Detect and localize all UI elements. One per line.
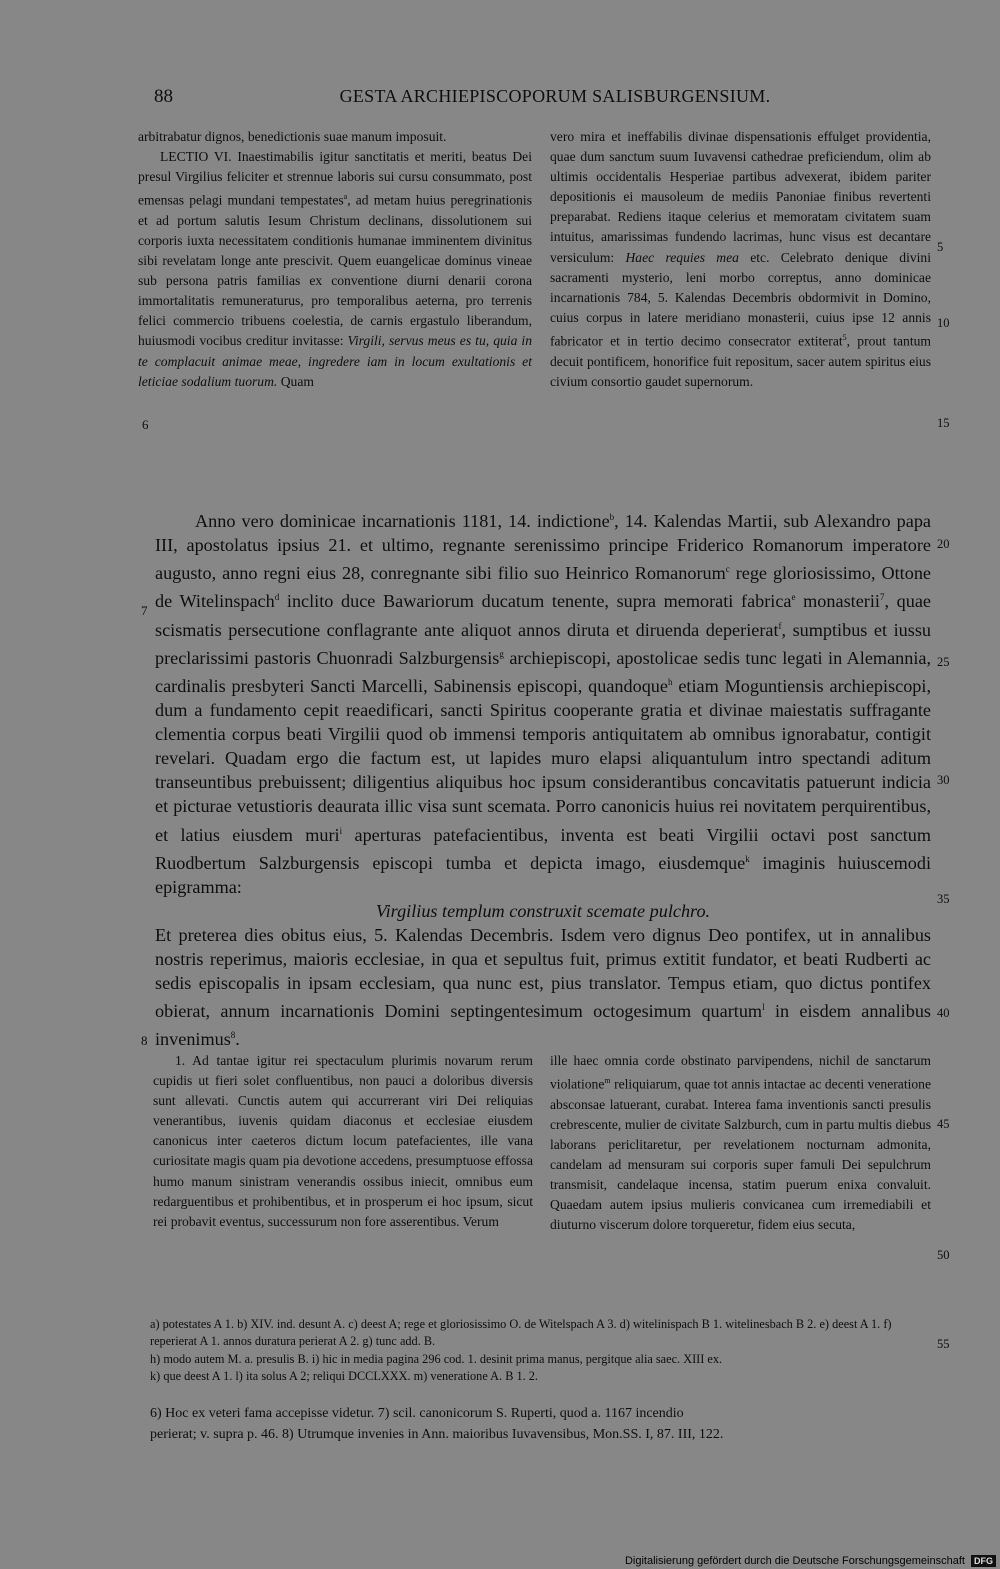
- lectio-heading: LECTIO VI.: [160, 149, 232, 165]
- text-run: reliquiarum, quae tot annis intactae ac decenti veneratione absconsae latuerant, curabat. Interea fama inventionis sancti presulis crebrescente, mulier de civitate Salzburch, cum in partu multis diebus laborans periclitaretur, per revelationem nocturnam admonita, candelam ad mensuram sui corporis super famuli Dei sepulchrum transmisit, candelaque incensa, statim puerum enixa convaluit. Quaedam autem ipsius mulieris convicanea cum irremediabili et diuturno viscerum dolore torqueretur, fidem eius secuta,: [550, 1076, 931, 1233]
- margin-note-number: 8: [141, 1033, 148, 1048]
- footnotes: [150, 1316, 932, 1386]
- line-number: 15: [937, 416, 950, 430]
- line-number: 50: [937, 1248, 950, 1262]
- funding-credit: [625, 1555, 996, 1567]
- text-run: arbitrabatur dignos, benedictionis suae manum imposuit.: [138, 129, 447, 144]
- footnote-line: a) potestates A 1. b) XIV. ind. desunt A. c) deest A; rege et gloriosissimo O. de Witelspach A 3. d) witelinispach B 1. witelinesbach B 2. e) deest A 1. f) reperierat A 1. annos duratura perierat A 2. g) tunc add. B.: [150, 1317, 892, 1349]
- footnote-ref: l: [762, 1002, 765, 1013]
- page-header: [150, 86, 940, 112]
- text-run: etiam Moguntiensis archiepiscopi, dum a fundamento cepit reaedificari, sancti Spiritus cooperante gratia et divinae maiestatis suffragante clementia corpus beati Virgilii quod ob immensi temporis antiquitatem ab omnibus ignorabatur, contigit revelari. Quadam ergo die factum est, ut lapides muro elapsi aliquantulum intro spectandi aditum transeuntibus prebuissent; diligentius aliquibus hoc ipsum considerantibus concavitatis patuerunt indicia et picturae vetustioris deaurata illic visa sunt scemata. Porro canonicis huius rei novitatem perquirentibus, et latius eiusdem muri: [155, 675, 932, 845]
- text-run: , sumptibus et iussu preclarissimi pastoris Chuonradi Salzburgensis: [155, 619, 931, 668]
- upper-right-column: [550, 127, 931, 392]
- text-run: imaginis huiuscemodi epigramma:: [155, 852, 931, 897]
- italic-quote: Virgili, servus meus es tu, quia in te complacuit animae meae, ingredere iam in locum exultationis et leticiae sodalium tuorum.: [138, 333, 532, 389]
- text-run: , prout tantum decuit pontificem, honorifice fuit repositum, sacer autem spiritus eius civium consortio gaudet supernorum.: [550, 333, 931, 389]
- line-number: 25: [937, 655, 950, 669]
- paragraph: [138, 127, 532, 147]
- paragraph: 1. Ad tantae igitur rei spectaculum plurimis novarum rerum cupidis ut fieri solet confluentibus, non pauci a doloribus diversis sunt allevati. Cunctis autem qui accurrerant viri Dei reliquias venerantibus, iuvenis quidam diaconus et ecclesiae eiusdem canonicus inter caeteros dictum locum patefacientes, ille vana curiositate magis quam pia devotione accedens, presumptuose effossa humo manum sinistram venerandis ossibus iniecit, omnibus eum redarguentibus et prohibentibus, et in prosperum ei hoc ipsum, sicut rei probavit eventus, successurum non fore asserentibus. Verum: [153, 1053, 533, 1229]
- lower-right-column: [550, 1051, 931, 1235]
- footnote-ref: i: [339, 825, 343, 836]
- paragraph: [550, 1051, 931, 1235]
- text-run: ille haec omnia corde obstinato parvipendens, nichil de sanctarum violatione: [550, 1053, 931, 1092]
- text-run: monasterii: [795, 591, 880, 612]
- text-run: .: [235, 1029, 240, 1050]
- commentary-line: 6) Hoc ex veteri fama accepisse videtur. 7) scil. canonicorum S. Ruperti, quod a. 1167 incendio: [150, 1406, 684, 1421]
- text-run: Inaestimabilis igitur sanctitatis et meriti, beatus Dei presul Virgilius feliciter et strennue laboris sui cursu consummato, post emensas pelagi mundani tempestates: [138, 149, 532, 208]
- text-run: archiepiscopi, apostolicae sedis tunc legati in Alemannia, cardinalis presbyteri Sancti Marcelli, Sabinensis episcopi, quandoque: [155, 647, 931, 696]
- footnote-ref: k: [745, 853, 750, 864]
- footnote-ref: m: [604, 1076, 611, 1086]
- footnote-ref: 7: [879, 592, 885, 603]
- text-run: etc. Celebrato denique divini sacramenti mysterio, leni morbo correptus, anno dominicae incarnationis 784, 5. Kalendas Decembris obdormivit in Domino, cuius corpus in latere meridiano monasterii, cuius ipse 12 annis fabricator et in tertio decimo consecrator extiterat: [550, 249, 931, 349]
- italic-quote: Haec requies mea: [625, 249, 739, 265]
- text-run: aperturas patefacientibus, inventa est beati Virgilii octavi post sanctum Ruodbertum Salzburgensis episcopi tumba et depicta imago, eiusdemque: [155, 824, 931, 873]
- line-number: 10: [937, 316, 950, 330]
- paragraph: [550, 127, 931, 392]
- paragraph: [155, 505, 931, 899]
- line-number: 20: [937, 537, 950, 551]
- footnote-ref: g: [499, 648, 504, 659]
- text-run: , quae scismatis persecutione conflagrante ante aliquot annos diruta et diruenda deperierat: [155, 591, 931, 640]
- running-title: GESTA ARCHIEPISCOPORUM SALISBURGENSIUM.: [339, 86, 771, 106]
- footnote-ref: 5: [842, 332, 847, 342]
- margin-note-number: 6: [142, 417, 149, 432]
- line-number: 5: [937, 240, 944, 254]
- text-run: in eisdem annalibus invenimus: [155, 1001, 931, 1050]
- text-run: Et preterea dies obitus eius, 5. Kalendas Decembris. Isdem vero dignus Deo pontifex, ut in annalibus nostris reperimus, maioris ecclesiae, in qua et sepultus fuit, primus extitit fundator, et beati Rudberti ac sedis episcopalis in ipsam ecclesiam, qua nunc est, pius translator. Tempus etiam, quo dictus pontifex obierat, annum incarnationis Domini septingentesimum octogesimum quartum: [155, 925, 931, 1022]
- text-run: , ad metam huius peregrinationis et ad portum salutis Iesum Christum declinans, dissolutionem sui corporis iuxta necessitatem conditionis humanae imminentem divinitus sibi revelatam longe ante prescivit. Quem euangelicae dominus vineae sub persona patris familias ex conventione diurni denarii corona immortalitatis remuneraturus, pro temporalibus aeterna, pro terrenis felici commercio tribuens coelestia, de carnis ergastulo liberandum, huiusmodi vocibus creditur invitasse:: [138, 192, 532, 349]
- text-run: , 14. Kalendas Martii, sub Alexandro papa III, apostolatus ipsius 21. et ultimo, regnante serenissimo principe Friderico Romanorum imperatore augusto, anno regni eius 28, conregnante sibi filio suo Heinrico Romanorum: [155, 511, 931, 584]
- dfg-logo-icon: DFG: [971, 1555, 996, 1567]
- footnote-ref: h: [667, 676, 673, 687]
- footnote-ref: 8: [230, 1030, 236, 1041]
- line-number: 35: [937, 892, 950, 906]
- upper-left-column: [138, 127, 532, 392]
- text-run: rege gloriosissimo, Ottone de Witelinspach: [155, 563, 931, 612]
- commentary-notes: [150, 1403, 932, 1445]
- footnote-line: k) que deest A 1. l) ita solus A 2; reliqui DCCLXXX. m) veneratione A. B 1. 2.: [150, 1369, 538, 1384]
- line-number: 40: [937, 1006, 950, 1020]
- footnote-ref: e: [791, 592, 796, 603]
- text-run: vero mira et ineffabilis divinae dispensationis effulget providentia, quae dum sanctum suum Iuvavensi cathedrae preficiendum, olim ab ultimis occidentalis Hesperiae partibus advexerat, ibidem pariter depositionis ei mausoleum de mediis Panoniae finibus revertenti preparabat. Rediens itaque celerius et memoratam civitatem suam intuitus, amarissimas fundendo lacrimas, hunc visus est decantare versiculum:: [550, 129, 931, 265]
- margin-note-number: 7: [141, 603, 148, 618]
- footnote-ref: d: [274, 592, 280, 603]
- page-number: 88: [154, 86, 173, 107]
- footnote-ref: f: [778, 620, 782, 631]
- text-run: Quam: [277, 373, 314, 389]
- line-number: 55: [937, 1337, 950, 1351]
- footnote-ref: a: [343, 192, 348, 202]
- line-number: 30: [937, 773, 950, 787]
- commentary-line: perierat; v. supra p. 46. 8) Utrumque invenies in Ann. maioribus Iuvavensibus, Mon.SS. I, 87. III, 122.: [150, 1427, 724, 1442]
- paragraph: [155, 923, 931, 1052]
- paragraph: [138, 147, 532, 392]
- footnote-ref: c: [725, 564, 730, 575]
- funding-credit-text: Digitalisierung gefördert durch die Deutsche Forschungsgemeinschaft: [624, 1555, 965, 1567]
- lower-left-column: [153, 1051, 533, 1232]
- main-text: [155, 505, 931, 1052]
- text-run: inclito duce Bawariorum ducatum tenente, supra memorati fabrica: [279, 591, 792, 612]
- text-run: Anno vero dominicae incarnationis 1181, 14. indictione: [195, 511, 610, 532]
- footnote-line: h) modo autem M. a. presulis B. i) hic in media pagina 296 cod. 1. desinit prima manus, pergitque alia saec. XIII ex.: [150, 1351, 723, 1366]
- line-number: 45: [937, 1117, 950, 1131]
- epigram-verse: Virgilius templum construxit scemate pulchro.: [375, 900, 711, 921]
- footnote-ref: b: [609, 512, 615, 522]
